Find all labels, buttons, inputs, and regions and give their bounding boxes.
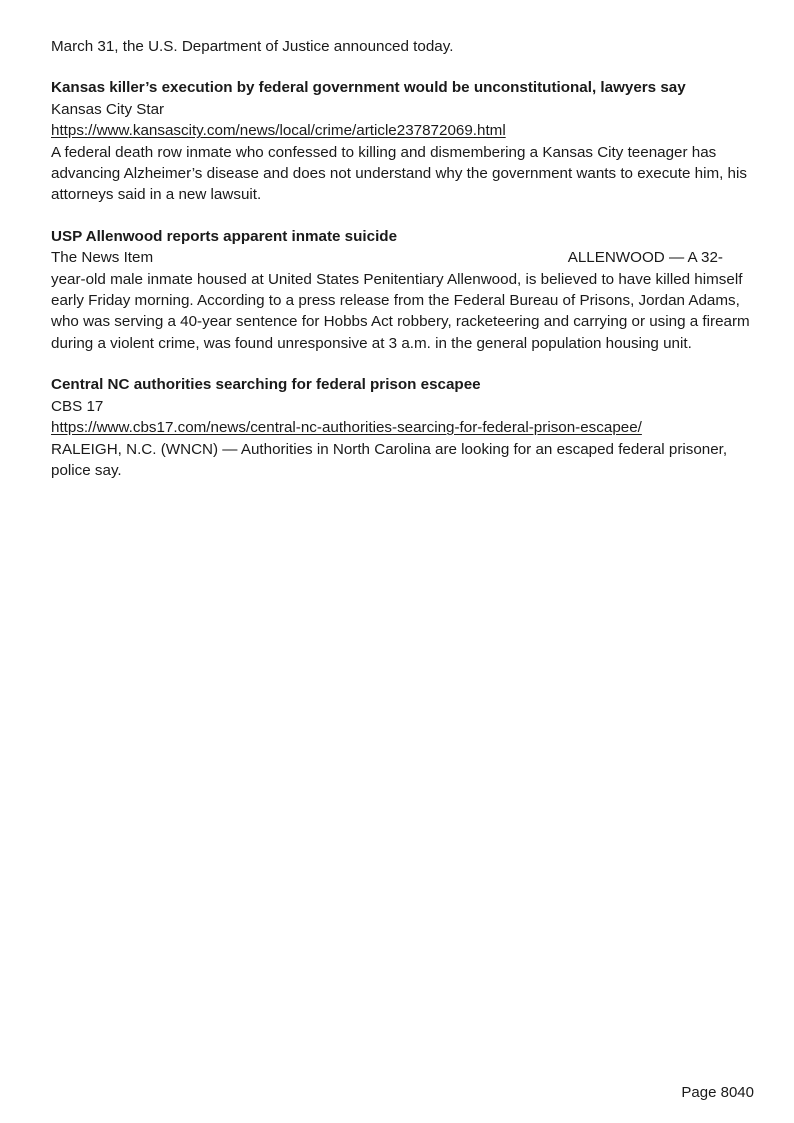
article-headline: USP Allenwood reports apparent inmate suicide [51, 227, 398, 245]
article-source: Kansas City Star [51, 100, 165, 118]
intro-paragraph: March 31, the U.S. Department of Justice announced today. [51, 38, 454, 55]
article-summary: RALEIGH, N.C. (WNCN) — Authorities in North Carolina are looking for an escaped federal prisoner, police say. [51, 440, 728, 479]
article-source: The News Item [51, 249, 154, 267]
article-headline: Kansas killer’s execution by federal government would be unconstitutional, lawyers say [51, 79, 686, 97]
article-headline: Central NC authorities searching for federal prison escapee [51, 376, 481, 394]
article-link[interactable]: https://www.cbs17.com/news/central-nc-authorities-searcing-for-federal-prison-escapee/ [51, 419, 642, 437]
article-source-row [51, 247, 751, 268]
article-nc-escapee [51, 374, 751, 481]
article-kansas-killer [51, 77, 751, 205]
article-summary: year-old male inmate housed at United States Penitentiary Allenwood, is believed to have killed himself early Friday morning. According to a press release from the Federal Bureau of Prisons, Jordan Adams, who was serving a 40-year sentence for Hobbs Act robbery, racketeering and carrying or using a firearm during a violent crime, was found unresponsive at 3 a.m. in the general population housing unit. [51, 270, 750, 352]
article-usp-allenwood [51, 226, 751, 354]
article-dateline: ALLENWOOD — A 32- [567, 249, 723, 267]
page-number: Page 8040 [681, 1084, 754, 1101]
article-link[interactable]: https://www.kansascity.com/news/local/crime/article237872069.html [51, 122, 506, 140]
document-body [51, 36, 751, 481]
article-source: CBS 17 [51, 397, 104, 415]
article-summary: A federal death row inmate who confessed to killing and dismembering a Kansas City teenager has advancing Alzheimer’s disease and does not understand why the government wants to execute him, his attorneys said in a new lawsuit. [51, 143, 747, 204]
